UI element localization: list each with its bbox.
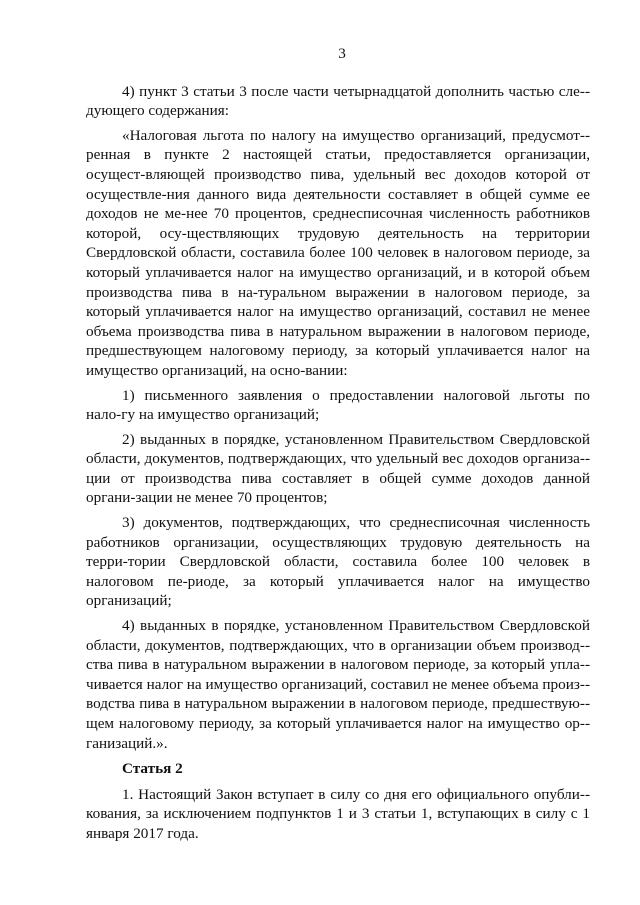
page-number: 3 [338,45,346,62]
list-item-3: 3) документов, подтверждающих, что среднесписочная численность работников организации, осуществляющих трудовую деятельность на терри-тории Свердловской области, составила более 100 человек в налоговом пе-риоде, за который уплачивается налог на имущество организаций; [86,514,590,610]
article-paragraph: 1. Настоящий Закон вступает в силу со дня его официального опубли-кования, за исключением подпунктов 1 и 3 статьи 1, вступающих в силу с 1 января 2017 года. [86,785,590,842]
list-item-1: 1) письменного заявления о предоставлении налоговой льготы по нало-гу на имущество организаций; [86,386,590,424]
tax-benefit-paragraph: «Налоговая льгота по налогу на имущество организаций, предусмот-ренная в пункте 2 настоящей статьи, предоставляется организации, осущест-вляющей производство пива, удельный вес доходов которой от осуществле-ния данного вида деятельности составляет в общей сумме ее доходов не ме-нее 70 процентов, среднесписочная численность работников которой, осу-ществляющих трудовую деятельность на территории Свердловской области, составила более 100 человек в налоговом периоде, за который уплачивается налог на имущество организаций, и в которой объем производства пива в на-туральном выражении в налоговом периоде, за который уплачивается налог на имущество организаций, составил не менее объема производства пива в натуральном выражении в налоговом периоде, предшествующем налоговому периоду, за который уплачивается налог на имущество организаций, на осно-вании: [86,126,590,379]
list-item-4: 4) выданных в порядке, установленном Правительством Свердловской области, документов, подтверждающих, что в организации объем производ-ства пива в натуральном выражении в налоговом периоде, за который упла-чивается налог на имущество организаций, составил не менее объема произ-водства пива в натуральном выражении в налоговом периоде, предшествую-щем налоговому периоду, за который уплачивается налог на имущество ор-ганизаций.». [86,617,590,752]
amendment-intro-paragraph: 4) пункт 3 статьи 3 после части четырнадцатой дополнить частью сле-дующего содержания: [86,82,590,120]
list-item-2: 2) выданных в порядке, установленном Правительством Свердловской области, документов, подтверждающих, что удельный вес доходов организа-ции от производства пива составляет в общей сумме доходов данной органи-зации не менее 70 процентов; [86,430,590,507]
document-page [86,44,590,849]
article-heading: Статья 2 [122,760,183,778]
